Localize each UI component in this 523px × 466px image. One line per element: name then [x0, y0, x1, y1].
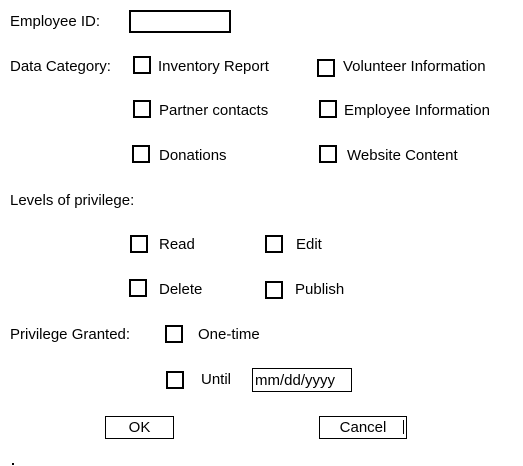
checkbox-partner-contacts[interactable]	[133, 100, 151, 118]
edit-label: Edit	[296, 236, 322, 253]
employee-id-label: Employee ID:	[10, 13, 101, 30]
volunteer-information-label: Volunteer Information	[343, 58, 486, 75]
one-time-label: One-time	[198, 326, 260, 343]
checkbox-inventory-report[interactable]	[133, 56, 151, 74]
checkbox-volunteer-information[interactable]	[317, 59, 335, 77]
checkbox-publish[interactable]	[265, 281, 283, 299]
employee-id-input[interactable]	[129, 10, 231, 33]
partner-contacts-label: Partner contacts	[159, 102, 269, 119]
until-date-input[interactable]	[252, 368, 352, 392]
checkbox-donations[interactable]	[132, 145, 150, 163]
stray-dot	[12, 463, 14, 465]
checkbox-read[interactable]	[130, 235, 148, 253]
until-label: Until	[201, 371, 232, 388]
checkbox-one-time[interactable]	[165, 325, 183, 343]
checkbox-website-content[interactable]	[319, 145, 337, 163]
donations-label: Donations	[159, 147, 227, 164]
delete-label: Delete	[159, 281, 203, 298]
checkbox-employee-information[interactable]	[319, 100, 337, 118]
data-category-label: Data Category:	[10, 58, 111, 75]
checkbox-until[interactable]	[166, 371, 184, 389]
privilege-levels-label: Levels of privilege:	[10, 192, 135, 209]
publish-label: Publish	[295, 281, 345, 298]
inventory-report-label: Inventory Report	[158, 58, 269, 75]
cancel-button[interactable]: Cancel	[319, 416, 407, 439]
checkbox-edit[interactable]	[265, 235, 283, 253]
read-label: Read	[159, 236, 195, 253]
ok-button[interactable]: OK	[105, 416, 174, 439]
text-cursor	[403, 420, 404, 434]
privilege-granted-label: Privilege Granted:	[10, 326, 131, 343]
employee-information-label: Employee Information	[344, 102, 490, 119]
website-content-label: Website Content	[347, 147, 458, 164]
checkbox-delete[interactable]	[129, 279, 147, 297]
